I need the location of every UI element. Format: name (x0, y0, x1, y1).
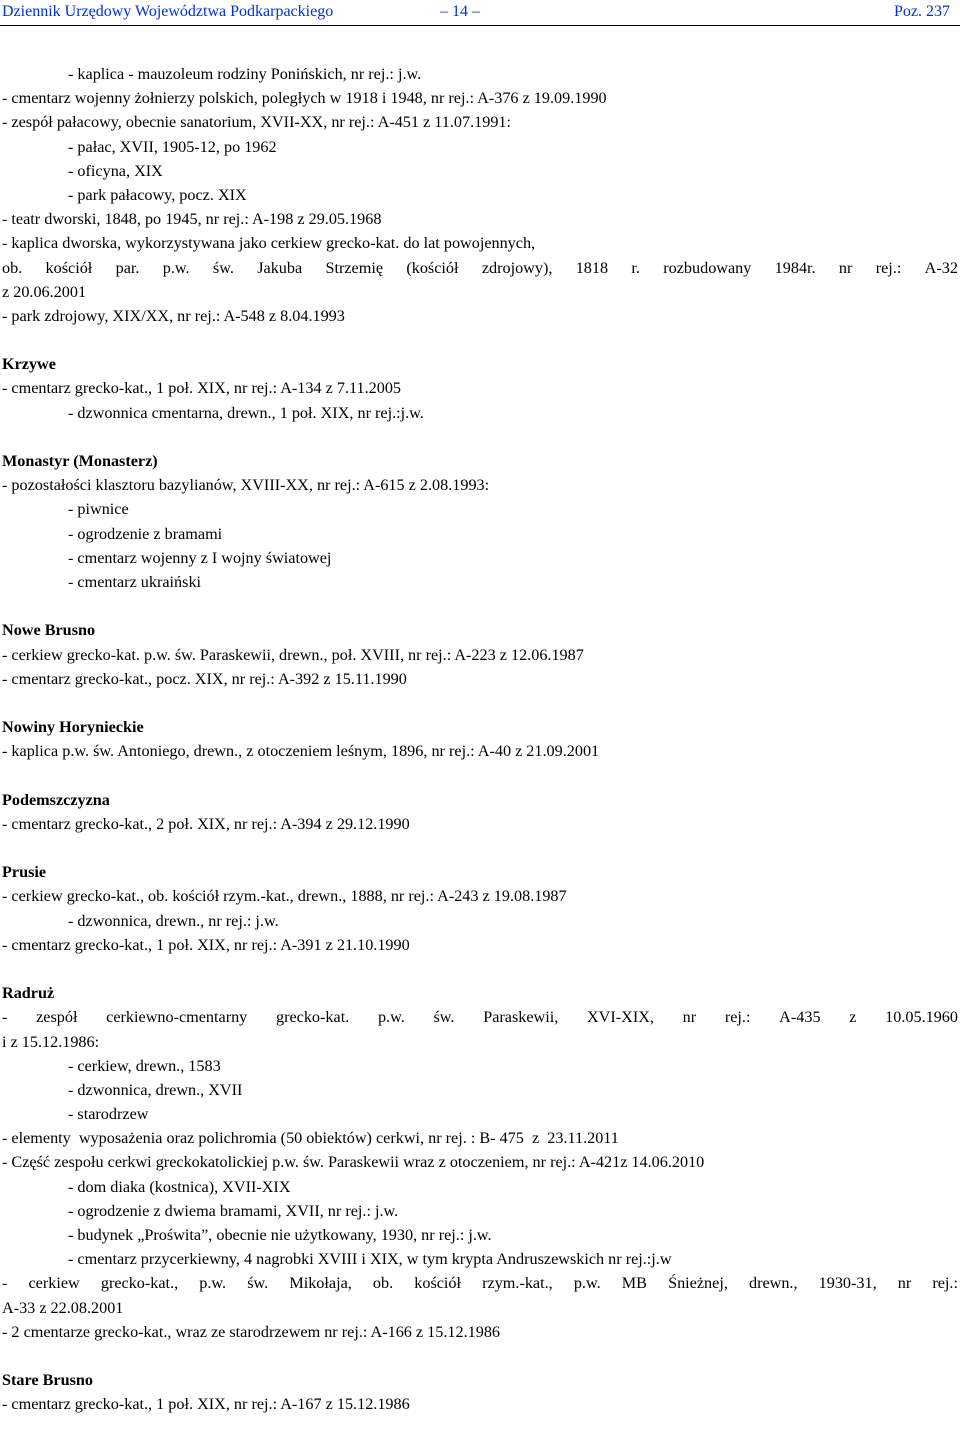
section-heading-prusie: Prusie (2, 863, 47, 882)
list-item: - oficyna, XIX (68, 161, 163, 180)
section-heading-radruz: Radruż (2, 984, 55, 1003)
list-item: - cmentarz ukraiński (68, 572, 202, 591)
list-item: - cmentarz grecko-kat., 2 poł. XIX, nr rej.: A-394 z 29.12.1990 (2, 814, 410, 833)
position-number: Poz. 237 (894, 3, 950, 20)
list-item: - dom diaka (kostnica), XVII-XIX (68, 1177, 291, 1196)
list-item: - cmentarz grecko-kat., 1 poł. XIX, nr rej.: A-167 z 15.12.1986 (2, 1395, 410, 1414)
list-item: - pozostałości klasztoru bazylianów, XVIII-XX, nr rej.: A-615 z 2.08.1993: (2, 476, 490, 495)
list-item: - budynek „Proświta”, obecnie nie użytkowany, 1930, nr rej.: j.w. (68, 1226, 492, 1244)
list-item: - teatr dworski, 1848, po 1945, nr rej.: A-198 z 29.05.1968 (2, 210, 382, 229)
list-item: - dzwonnica, drewn., nr rej.: j.w. (68, 911, 279, 930)
page-number: – 14 – (440, 3, 480, 20)
section-heading-podemszczyzna: Podemszczyzna (2, 790, 110, 809)
list-item: - cerkiew, drewn., 1583 (68, 1056, 221, 1075)
list-item: - kaplica - mauzoleum rodziny Ponińskich, nr rej.: j.w. (68, 65, 422, 83)
header-rule (0, 25, 960, 26)
list-item: - Część zespołu cerkwi greckokatolickiej p.w. św. Paraskewii wraz z otoczeniem, nr rej.: A-421z 14.06.2010 (2, 1153, 705, 1172)
list-item: - dzwonnica cmentarna, drewn., 1 poł. XIX, nr rej.:j.w. (68, 403, 424, 422)
justified-line: ob. kościół par. p.w. św. Jakuba Strzemię (kościół zdrojowy), 1818 r. rozbudowany 1984r. nr rej.: A-32 (2, 258, 958, 277)
section-heading-monastyr: Monastyr (Monasterz) (2, 452, 158, 470)
list-item: A-33 z 22.08.2001 (2, 1298, 124, 1317)
list-item: - cmentarz grecko-kat., pocz. XIX, nr rej.: A-392 z 15.11.1990 (2, 669, 407, 688)
section-heading-nowiny-horynieckie: Nowiny Horynieckie (2, 718, 144, 737)
list-item: - cmentarz wojenny z I wojny światowej (68, 548, 332, 567)
list-item: - starodrzew (68, 1105, 149, 1124)
list-item: - cmentarz przycerkiewny, 4 nagrobki XVIII i XIX, w tym krypta Andruszewskich nr rej.:j.w (68, 1250, 672, 1269)
justified-line: - cerkiew grecko-kat., p.w. św. Mikołaja, ob. kościół rzym.-kat., p.w. MB Śnieżnej, drewn., 1930-31, nr rej.: (2, 1274, 958, 1293)
list-item: - ogrodzenie z bramami (68, 524, 223, 543)
list-item: - cmentarz wojenny żołnierzy polskich, poległych w 1918 i 1948, nr rej.: A-376 z 19.09.1990 (2, 89, 607, 108)
list-item: - dzwonnica, drewn., XVII (68, 1080, 243, 1099)
section-heading-stare-brusno: Stare Brusno (2, 1371, 93, 1390)
journal-title: Dziennik Urzędowy Województwa Podkarpackiego (2, 3, 334, 20)
list-item: - zespół pałacowy, obecnie sanatorium, XVII-XX, nr rej.: A-451 z 11.07.1991: (2, 113, 512, 132)
list-item: - piwnice (68, 500, 129, 519)
list-item: z 20.06.2001 (2, 282, 87, 301)
list-item: i z 15.12.1986: (2, 1032, 100, 1051)
list-item: - cmentarz grecko-kat., 1 poł. XIX, nr rej.: A-134 z 7.11.2005 (2, 379, 402, 398)
section-heading-nowe-brusno: Nowe Brusno (2, 621, 96, 640)
list-item: - cerkiew grecko-kat. p.w. św. Paraskewii, drewn., poł. XVIII, nr rej.: A-223 z 12.06.1987 (2, 645, 584, 664)
list-item: - 2 cmentarze grecko-kat., wraz ze starodrzewem nr rej.: A-166 z 15.12.1986 (2, 1322, 501, 1341)
document-body (0, 62, 958, 1417)
justified-line: - zespół cerkiewno-cmentarny grecko-kat. p.w. św. Paraskewii, XVI-XIX, nr rej.: A-435 z 10.05.1960 (2, 1008, 958, 1027)
list-item: - cerkiew grecko-kat., ob. kościół rzym.-kat., drewn., 1888, nr rej.: A-243 z 19.08.1987 (2, 887, 567, 906)
list-item: - kaplica dworska, wykorzystywana jako cerkiew grecko-kat. do lat powojennych, (2, 234, 536, 253)
section-heading-krzywe: Krzywe (2, 355, 56, 374)
list-item: - elementy wyposażenia oraz polichromia (50 obiektów) cerkwi, nr rej. : B- 475 z 23.11.2011 (2, 1129, 619, 1148)
list-item: - cmentarz grecko-kat., 1 poł. XIX, nr rej.: A-391 z 21.10.1990 (2, 935, 410, 954)
list-item: - park zdrojowy, XIX/XX, nr rej.: A-548 z 8.04.1993 (2, 306, 345, 325)
list-item: - kaplica p.w. św. Antoniego, drewn., z otoczeniem leśnym, 1896, nr rej.: A-40 z 21.09.2001 (2, 742, 600, 761)
page-header (0, 0, 960, 27)
list-item: - park pałacowy, pocz. XIX (68, 185, 247, 204)
list-item: - ogrodzenie z dwiema bramami, XVII, nr rej.: j.w. (68, 1201, 399, 1220)
list-item: - pałac, XVII, 1905-12, po 1962 (68, 137, 277, 156)
